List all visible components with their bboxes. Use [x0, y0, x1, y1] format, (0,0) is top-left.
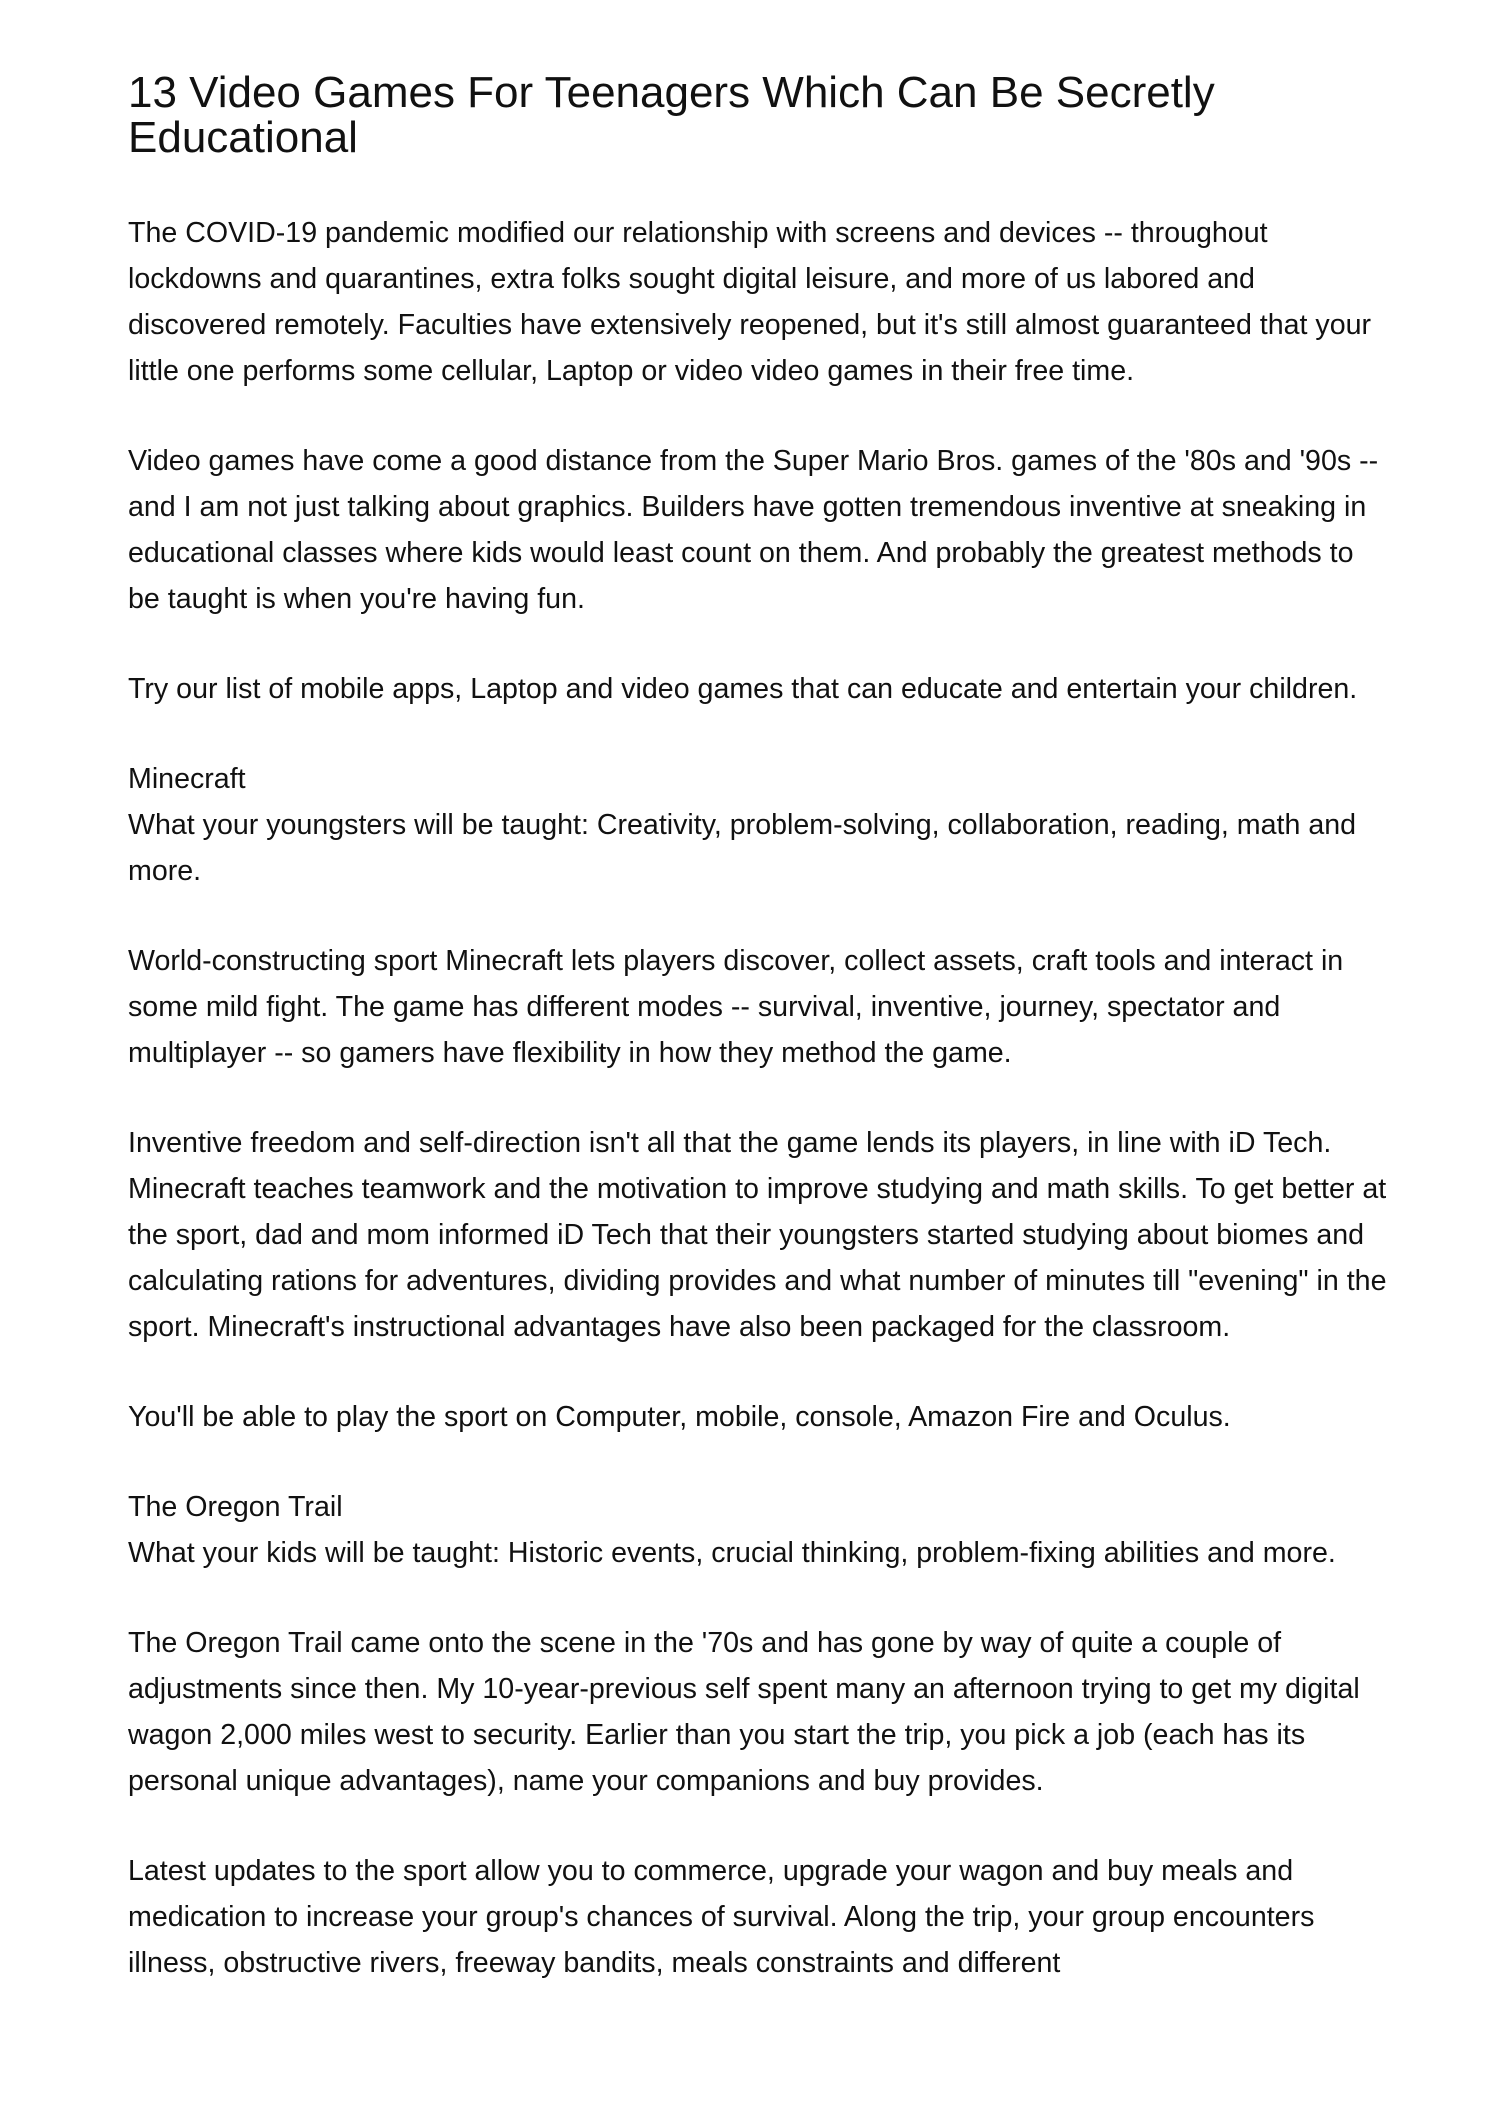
- game-section-minecraft: [128, 756, 1390, 894]
- paragraph-oregon-trail-history: The Oregon Trail came onto the scene in the '70s and has gone by way of quite a couple of adjustments since then. My 10-year-previous self spent many an afternoon trying to get my digital wagon 2,000 miles west to security. Earlier than you start the trip, you pick a job (each has its personal unique advantages), name your companions and buy provides.: [128, 1627, 1360, 1797]
- game-name: Minecraft: [128, 763, 246, 795]
- article-body: [128, 210, 1390, 1986]
- paragraph-minecraft-platforms: You'll be able to play the sport on Computer, mobile, console, Amazon Fire and Oculus.: [128, 1401, 1231, 1433]
- game-learning-outcomes: What your youngsters will be taught: Creativity, problem-solving, collaboration, reading, math and more.: [128, 809, 1357, 887]
- paragraph-oregon-trail-updates: Latest updates to the sport allow you to commerce, upgrade your wagon and buy meals and medication to increase your group's chances of survival. Along the trip, your group encounters illness, obstructive rivers, freeway bandits, meals constraints and different: [128, 1855, 1315, 1979]
- game-name: The Oregon Trail: [128, 1491, 343, 1523]
- document-page: [128, 70, 1390, 2030]
- article-title: 13 Video Games For Teenagers Which Can Be Secretly Educational: [128, 68, 1215, 162]
- paragraph-intro: The COVID-19 pandemic modified our relationship with screens and devices -- throughout lockdowns and quarantines, extra folks sought digital leisure, and more of us labored and discovered remotely. Faculties have extensively reopened, but it's still almost guaranteed that your little one performs some cellular, Laptop or video video games in their free time.: [128, 217, 1372, 387]
- paragraph-minecraft-description: World-constructing sport Minecraft lets players discover, collect assets, craft tools and interact in some mild fight. The game has different modes -- survival, inventive, journey, spectator and multiplayer -- so gamers have flexibility in how they method the game.: [128, 945, 1344, 1069]
- paragraph-list-intro: Try our list of mobile apps, Laptop and video games that can educate and entertain your children.: [128, 673, 1358, 705]
- game-section-oregon-trail: [128, 1484, 1390, 1576]
- game-learning-outcomes: What your kids will be taught: Historic events, crucial thinking, problem-fixing abilities and more.: [128, 1537, 1336, 1569]
- paragraph-video-games-history: Video games have come a good distance from the Super Mario Bros. games of the '80s and '90s -- and I am not just talking about graphics. Builders have gotten tremendous inventive at sneaking in educational classes where kids would least count on them. And probably the greatest methods to be taught is when you're having fun.: [128, 445, 1379, 615]
- paragraph-minecraft-benefits: Inventive freedom and self-direction isn't all that the game lends its players, in line with iD Tech. Minecraft teaches teamwork and the motivation to improve studying and math skills. To get better at the sport, dad and mom informed iD Tech that their youngsters started studying about biomes and calculating rations for adventures, dividing provides and what number of minutes till "evening" in the sport. Minecraft's instructional advantages have also been packaged for the classroom.: [128, 1127, 1387, 1343]
